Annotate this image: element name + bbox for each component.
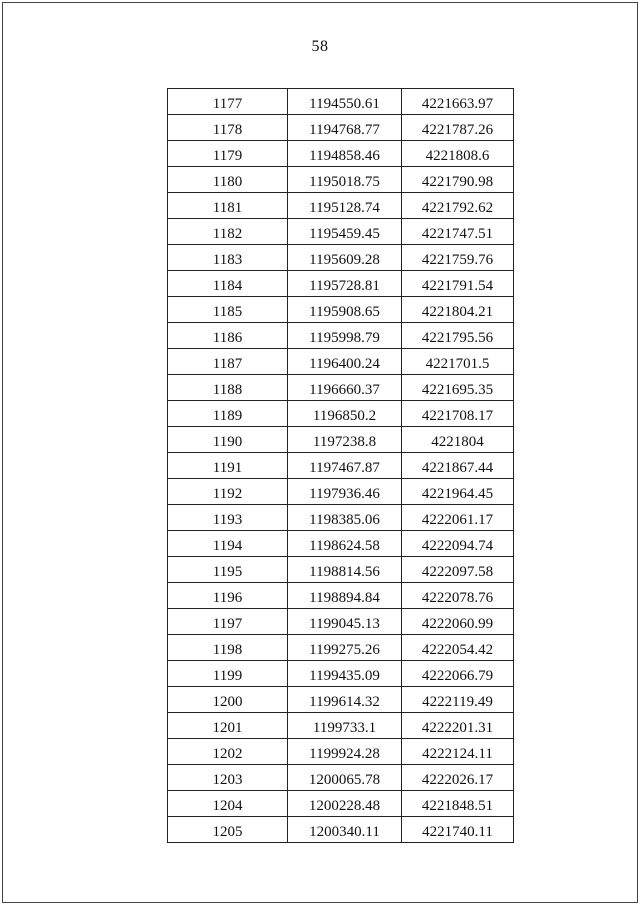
- point-number-cell: 1185: [168, 297, 288, 323]
- x-coordinate-cell: 1197467.87: [288, 453, 402, 479]
- point-number-cell: 1199: [168, 661, 288, 687]
- table-row: [168, 427, 514, 453]
- point-number-cell: 1204: [168, 791, 288, 817]
- x-coordinate-cell: 1199733.1: [288, 713, 402, 739]
- point-number-cell: 1178: [168, 115, 288, 141]
- table-row: [168, 713, 514, 739]
- x-coordinate-cell: 1199435.09: [288, 661, 402, 687]
- y-coordinate-cell: 4222201.31: [402, 713, 514, 739]
- point-number-cell: 1184: [168, 271, 288, 297]
- table-row: [168, 349, 514, 375]
- table-row: [168, 167, 514, 193]
- point-number-cell: 1205: [168, 817, 288, 843]
- y-coordinate-cell: 4221663.97: [402, 89, 514, 115]
- point-number-cell: 1198: [168, 635, 288, 661]
- table-row: [168, 661, 514, 687]
- table-row: [168, 193, 514, 219]
- y-coordinate-cell: 4222066.79: [402, 661, 514, 687]
- x-coordinate-cell: 1200340.11: [288, 817, 402, 843]
- y-coordinate-cell: 4222026.17: [402, 765, 514, 791]
- table-row: [168, 115, 514, 141]
- x-coordinate-cell: 1196660.37: [288, 375, 402, 401]
- table-row: [168, 817, 514, 843]
- x-coordinate-cell: 1195018.75: [288, 167, 402, 193]
- point-number-cell: 1187: [168, 349, 288, 375]
- point-number-cell: 1202: [168, 739, 288, 765]
- y-coordinate-cell: 4222094.74: [402, 531, 514, 557]
- point-number-cell: 1180: [168, 167, 288, 193]
- x-coordinate-cell: 1199275.26: [288, 635, 402, 661]
- page-number: 58: [311, 38, 329, 55]
- y-coordinate-cell: 4222078.76: [402, 583, 514, 609]
- x-coordinate-cell: 1198624.58: [288, 531, 402, 557]
- x-coordinate-cell: 1196850.2: [288, 401, 402, 427]
- point-number-cell: 1192: [168, 479, 288, 505]
- point-number-cell: 1177: [168, 89, 288, 115]
- table-row: [168, 323, 514, 349]
- point-number-cell: 1189: [168, 401, 288, 427]
- y-coordinate-cell: 4221795.56: [402, 323, 514, 349]
- table-row: [168, 245, 514, 271]
- y-coordinate-cell: 4222060.99: [402, 609, 514, 635]
- table-row: [168, 271, 514, 297]
- y-coordinate-cell: 4221790.98: [402, 167, 514, 193]
- table-row: [168, 531, 514, 557]
- x-coordinate-cell: 1199614.32: [288, 687, 402, 713]
- y-coordinate-cell: 4221867.44: [402, 453, 514, 479]
- x-coordinate-cell: 1195128.74: [288, 193, 402, 219]
- point-number-cell: 1188: [168, 375, 288, 401]
- y-coordinate-cell: 4221848.51: [402, 791, 514, 817]
- table-row: [168, 505, 514, 531]
- y-coordinate-cell: 4222124.11: [402, 739, 514, 765]
- point-number-cell: 1201: [168, 713, 288, 739]
- x-coordinate-cell: 1195728.81: [288, 271, 402, 297]
- y-coordinate-cell: 4221964.45: [402, 479, 514, 505]
- y-coordinate-cell: 4221701.5: [402, 349, 514, 375]
- table-row: [168, 557, 514, 583]
- x-coordinate-cell: 1198385.06: [288, 505, 402, 531]
- point-number-cell: 1196: [168, 583, 288, 609]
- table-row: [168, 739, 514, 765]
- x-coordinate-cell: 1195998.79: [288, 323, 402, 349]
- table-row: [168, 297, 514, 323]
- page-border-left: [2, 2, 3, 903]
- table-row: [168, 401, 514, 427]
- x-coordinate-cell: 1195908.65: [288, 297, 402, 323]
- coordinates-table: [167, 88, 514, 843]
- table-row: [168, 89, 514, 115]
- point-number-cell: 1197: [168, 609, 288, 635]
- table-row: [168, 583, 514, 609]
- point-number-cell: 1193: [168, 505, 288, 531]
- x-coordinate-cell: 1195609.28: [288, 245, 402, 271]
- table-row: [168, 453, 514, 479]
- page-border-right: [637, 2, 638, 903]
- y-coordinate-cell: 4221787.26: [402, 115, 514, 141]
- page-border-top: [2, 2, 638, 3]
- table-row: [168, 375, 514, 401]
- y-coordinate-cell: 4221792.62: [402, 193, 514, 219]
- y-coordinate-cell: 4221791.54: [402, 271, 514, 297]
- table-row: [168, 635, 514, 661]
- point-number-cell: 1194: [168, 531, 288, 557]
- y-coordinate-cell: 4221804.21: [402, 297, 514, 323]
- x-coordinate-cell: 1200065.78: [288, 765, 402, 791]
- x-coordinate-cell: 1194768.77: [288, 115, 402, 141]
- point-number-cell: 1183: [168, 245, 288, 271]
- x-coordinate-cell: 1200228.48: [288, 791, 402, 817]
- point-number-cell: 1200: [168, 687, 288, 713]
- point-number-cell: 1190: [168, 427, 288, 453]
- table-row: [168, 219, 514, 245]
- table-row: [168, 141, 514, 167]
- y-coordinate-cell: 4222119.49: [402, 687, 514, 713]
- point-number-cell: 1179: [168, 141, 288, 167]
- y-coordinate-cell: 4221747.51: [402, 219, 514, 245]
- y-coordinate-cell: 4221804: [402, 427, 514, 453]
- x-coordinate-cell: 1198894.84: [288, 583, 402, 609]
- y-coordinate-cell: 4222061.17: [402, 505, 514, 531]
- y-coordinate-cell: 4222097.58: [402, 557, 514, 583]
- point-number-cell: 1203: [168, 765, 288, 791]
- x-coordinate-cell: 1194550.61: [288, 89, 402, 115]
- table-row: [168, 609, 514, 635]
- point-number-cell: 1181: [168, 193, 288, 219]
- x-coordinate-cell: 1199924.28: [288, 739, 402, 765]
- x-coordinate-cell: 1197936.46: [288, 479, 402, 505]
- point-number-cell: 1182: [168, 219, 288, 245]
- x-coordinate-cell: 1194858.46: [288, 141, 402, 167]
- table-row: [168, 791, 514, 817]
- table-row: [168, 479, 514, 505]
- x-coordinate-cell: 1199045.13: [288, 609, 402, 635]
- point-number-cell: 1195: [168, 557, 288, 583]
- coordinates-table-body: [168, 89, 514, 843]
- y-coordinate-cell: 4221708.17: [402, 401, 514, 427]
- page-border-bottom: [2, 902, 638, 903]
- table-row: [168, 687, 514, 713]
- y-coordinate-cell: 4222054.42: [402, 635, 514, 661]
- y-coordinate-cell: 4221695.35: [402, 375, 514, 401]
- y-coordinate-cell: 4221740.11: [402, 817, 514, 843]
- table-row: [168, 765, 514, 791]
- x-coordinate-cell: 1196400.24: [288, 349, 402, 375]
- point-number-cell: 1191: [168, 453, 288, 479]
- x-coordinate-cell: 1198814.56: [288, 557, 402, 583]
- point-number-cell: 1186: [168, 323, 288, 349]
- x-coordinate-cell: 1195459.45: [288, 219, 402, 245]
- y-coordinate-cell: 4221759.76: [402, 245, 514, 271]
- x-coordinate-cell: 1197238.8: [288, 427, 402, 453]
- y-coordinate-cell: 4221808.6: [402, 141, 514, 167]
